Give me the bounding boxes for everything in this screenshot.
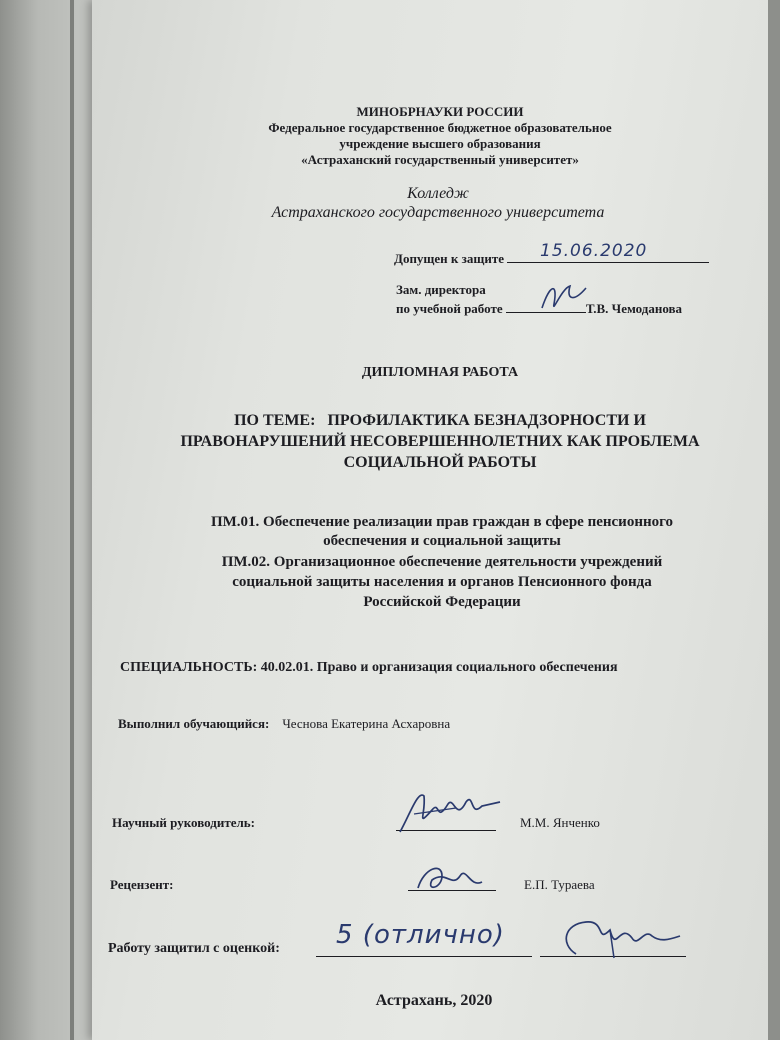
college-line2: Астраханского государственного университета bbox=[271, 204, 605, 221]
deputy-label-line1: Зам. директора bbox=[396, 282, 486, 297]
underlying-page bbox=[0, 0, 96, 1040]
topic-line2: ПРАВОНАРУШЕНИЙ НЕСОВЕРШЕННОЛЕТНИХ КАК ПРОБЛЕМА bbox=[180, 433, 700, 450]
university-name: «Астраханский государственный университет» bbox=[301, 152, 579, 167]
module-line: Российской Федерации bbox=[363, 594, 521, 610]
topic-line3: СОЦИАЛЬНОЙ РАБОТЫ bbox=[343, 454, 537, 471]
deputy-signature bbox=[536, 274, 596, 318]
deputy-label-line2: по учебной работе bbox=[396, 301, 503, 316]
page-edge bbox=[70, 0, 74, 1040]
grade-line bbox=[316, 956, 532, 957]
specialty-value: 40.02.01. Право и организация социального обеспечения bbox=[260, 660, 618, 675]
institution-line1: Федеральное государственное бюджетное образовательное bbox=[268, 120, 612, 135]
specialty-row bbox=[120, 660, 618, 676]
deputy-name: Т.В. Чемоданова bbox=[585, 301, 683, 316]
grade-label: Работу защитил с оценкой: bbox=[108, 941, 280, 956]
institution-line2: учреждение высшего образования bbox=[339, 136, 541, 151]
supervisor-signature bbox=[396, 784, 506, 840]
admitted-label: Допущен к защите bbox=[394, 251, 505, 266]
supervisor-name: М.М. Янченко bbox=[520, 815, 600, 830]
city-year: Астрахань, 2020 bbox=[375, 992, 493, 1009]
student-name: Чеснова Екатерина Асхаровна bbox=[282, 716, 451, 731]
student-row bbox=[118, 716, 450, 732]
topic-line1: ПРОФИЛАКТИКА БЕЗНАДЗОРНОСТИ И bbox=[327, 412, 646, 429]
reviewer-name: Е.П. Тураева bbox=[524, 877, 595, 892]
reviewer-signature bbox=[412, 858, 492, 898]
module-line: социальной защиты населения и органов Пенсионного фонда bbox=[232, 574, 652, 590]
grade-signature bbox=[556, 914, 686, 962]
topic-prefix: ПО ТЕМЕ: bbox=[234, 412, 316, 429]
admitted-date-handwritten: 15.06.2020 bbox=[540, 241, 648, 261]
supervisor-label: Научный руководитель: bbox=[112, 815, 255, 830]
reviewer-label: Рецензент: bbox=[110, 877, 174, 892]
work-type: ДИПЛОМНАЯ РАБОТА bbox=[361, 365, 519, 380]
student-label: Выполнил обучающийся: bbox=[118, 716, 270, 731]
specialty-label: СПЕЦИАЛЬНОСТЬ: bbox=[120, 660, 258, 675]
college-line1: Колледж bbox=[407, 185, 469, 202]
grade-value-handwritten: 5 (отлично) bbox=[336, 920, 505, 950]
ministry: МИНОБРНАУКИ РОССИИ bbox=[356, 104, 524, 119]
topic-line1-row bbox=[100, 411, 780, 431]
module-line: обеспечения и социальной защиты bbox=[323, 533, 561, 549]
module-line: ПМ.02. Организационное обеспечение деятельности учреждений bbox=[221, 554, 663, 570]
module-line: ПМ.01. Обеспечение реализации прав граждан в сфере пенсионного bbox=[210, 514, 674, 530]
